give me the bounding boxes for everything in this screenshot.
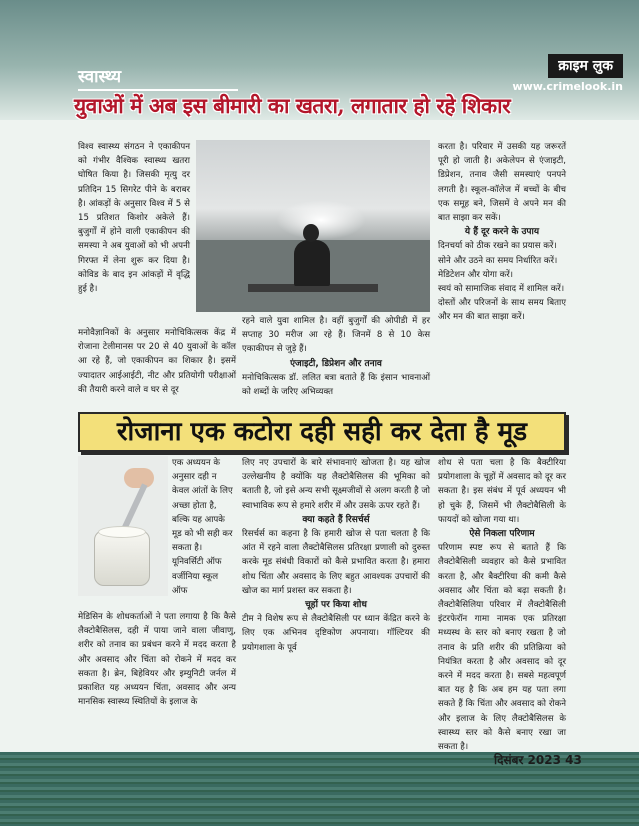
tip-item: स्वयं को सामाजिक संवाद में शामिल करें। bbox=[438, 284, 565, 295]
article2-subhead-mice: चूहों पर किया शोध bbox=[305, 600, 367, 611]
article2-subhead-researchers: क्या कहते हैं रिसर्चर्स bbox=[302, 514, 370, 525]
article2-intro bbox=[172, 456, 236, 598]
article1-col2-text: रहने वाले युवा शामिल है। वहीं बुजुर्गों की ओपीडी में हर सप्ताह 30 मरीज आ रहे हैं। जिनमें 8 से 10 केस एकाकीपन से जुड़े हैं। bbox=[242, 316, 430, 355]
article1-wide-text bbox=[78, 326, 236, 397]
lonely-man-photo bbox=[196, 140, 430, 312]
magazine-brand: क्राइम लुक bbox=[548, 54, 623, 78]
page-footer bbox=[494, 751, 582, 768]
article2-col3-text: शोध से पता चला है कि बैक्टीरिया प्रयोगशाला के चूहों में अवसाद को दूर कर सकता है। इस संबंध में पूर्व अध्ययन भी हो चुके हैं, जिसमें भी लैक्टोबैसिली के फायदों को खोजा गया था। bbox=[438, 458, 566, 525]
issue-date: दिसंबर 2023 bbox=[494, 753, 561, 767]
yogurt-article-banner: रोजाना एक कटोरा दही सही कर देता है मूड bbox=[78, 412, 566, 452]
tip-item: दिनचर्या को ठीक रखने का प्रयास करें। bbox=[438, 241, 557, 252]
article1-subhead-remedies: ये हैं दूर करने के उपाय bbox=[464, 227, 540, 238]
article1-column3 bbox=[438, 140, 566, 325]
article2-col2-text-c: टीम ने विशेष रूप से लैक्टोबैसिली पर ध्यान केंद्रित करने के लिए एक अभिनव दृष्टिकोण अपनाया। गॉल्टियर की प्रयोगशाला के पूर्व bbox=[242, 614, 430, 653]
article1-column1 bbox=[78, 140, 190, 296]
article2-col2-text: लिए नए उपचारों के बारे संभावनाएं खोजता है। यह खोज उल्लेखनीय है क्योंकि यह लैक्टोबैसिलस की भूमिका को बताती है, जो इसे अन्य सभी सूक्ष्मजीवों से अलग करती है जो स्वाभाविक रूप से हमारे शरीर में और उसके ऊपर रहते हैं। bbox=[242, 458, 430, 511]
article2-col1-text: मेडिसिन के शोधकर्ताओं ने पता लगाया है कि कैसे लैक्टोबैसिलस, दही में पाया जाने वाला जीवाणु, शरीर को तनाव का प्रबंधन करने में मदद करता है और अवसाद और चिंता को रोकने में मदद कर सकता है। ब्रेन, बिहेवियर और इम्युनिटी जर्नल में प्रकाशित यह अध्ययन चिंता, अवसाद और अन्य मानसिक स्वास्थ्य स्थितियों के इलाज के bbox=[78, 612, 236, 708]
article2-col3-text-b: परिणाम स्पष्ट रूप से बताते हैं कि लैक्टोबैसिली व्यवहार को कैसे प्रभावित करता है, और बैक्टीरिया की कमी कैसे अवसाद और चिंता को बढ़ा सकती है। लैक्टोबैसिलिया परिवार में लैक्टोबैसिली इंटरफेरॉन गामा नामक एक प्रतिरक्षा मध्यस्थ के स्तर को बनाए रखता है जो तनाव के प्रति शरीर की प्रतिक्रिया को नियंत्रित करता है और अवसाद को दूर करने में मदद करता है। सबसे महत्वपूर्ण बात यह है कि अब हम यह पता लगा सकते हैं कि चिंता और अवसाद को रोकने और इलाज के लिए लैक्टोबैसिलस के स्वास्थ्य स्तर को कैसे बनाए रखा जा सकता है। bbox=[438, 543, 566, 753]
article1-col2-text-b: मनोचिकित्सक डॉ. ललित बत्रा बताते हैं कि इंसान भावनाओं को शब्दों के जरिए अभिव्यक्त bbox=[242, 372, 430, 398]
article2-column3 bbox=[438, 456, 566, 754]
tip-item: दोस्तों और परिजनों के साथ समय बिताए और मन की बात साझा करें। bbox=[438, 298, 566, 323]
article1-col3-text: करता है। परिवार में उसकी यह जरूरतें पूरी हो जाती है। अकेलेपन से एंजाइटी, डिप्रेशन, तनाव जैसी समस्याएं पनपने लगती है। स्कूल-कॉलेज में बच्चों के बीच एक समूह बने, जिसमें वे अपने मन की बात साझा कर सकें। bbox=[438, 142, 566, 224]
article2-intro-text: एक अध्ययन के अनुसार दही न केवल आंतों के लिए अच्छा होता है, बल्कि यह आपके मूड को भी सही कर सकता है। यूनिवर्सिटी ऑफ वर्जीनिया स्कूल ऑफ bbox=[172, 458, 233, 596]
article1-col1-text: विश्व स्वास्थ्य संगठन ने एकाकीपन को गंभीर वैश्विक स्वास्थ्य खतरा घोषित किया है। जिसकी मृत्यु दर प्रतिदिन 15 सिगरेट पीने के बराबर है। आंकड़ों के अनुसार विश्व में 5 से 15 प्रतिशत किशोर अकेले हैं। बुजुर्गों में होने वाली एकाकीपन की समस्या ने अब युवाओं को भी अपनी गिरफ्त में लेना शुरू कर दिया है। कोविड के बाद इन आंकड़ों में वृद्धि हुई है। bbox=[78, 142, 190, 295]
page-number: 43 bbox=[565, 753, 582, 767]
article2-column1 bbox=[78, 610, 236, 709]
section-label: स्वास्थ्य bbox=[78, 67, 122, 87]
article2-col2-text-b: रिसर्चर्स का कहना है कि हमारी खोज से पता चलता है कि आंत में रहने वाला लैक्टोबैसिलस प्रतिरक्षा प्रणाली को दुरुस्त करके मूड संबंधी विकारों को कैसे प्रभावित करता है। हमारा शोध चिंता और अवसाद के लिए बहुत आवश्यक उपचारों की खोज का मार्ग प्रशस्त कर सकता है। bbox=[242, 529, 430, 596]
article2-column2 bbox=[242, 456, 430, 655]
article1-wide-paragraph: मनोवैज्ञानिकों के अनुसार मनोचिकित्सक केंद्र में रोजाना टेलीमानस पर 20 से 40 युवाओं के कॉल आ रहे हैं, जो एकाकीपन का शिकार है। इसमें ज्यादातर आईआईटी, नीट और प्रतियोगी परीक्षाओं की तैयारी करने वाले व घर से दूर bbox=[78, 328, 236, 395]
article1-column2 bbox=[242, 314, 430, 399]
yogurt-bowl-photo bbox=[78, 456, 168, 596]
tip-item: सोने और उठने का समय निर्धारित करें। bbox=[438, 255, 558, 266]
website-link[interactable]: www.crimelook.in bbox=[512, 80, 623, 93]
tip-item: मेडिटेशन और योगा करें। bbox=[438, 269, 514, 280]
article1-subhead-anxiety: एंजाइटी, डिप्रेशन और तनाव bbox=[290, 358, 382, 369]
section-underline bbox=[78, 89, 238, 91]
article2-subhead-result: ऐसे निकला परिणाम bbox=[469, 529, 535, 540]
article-headline: युवाओं में अब इस बीमारी का खतरा, लगातार हो रहे शिकार bbox=[74, 93, 511, 118]
